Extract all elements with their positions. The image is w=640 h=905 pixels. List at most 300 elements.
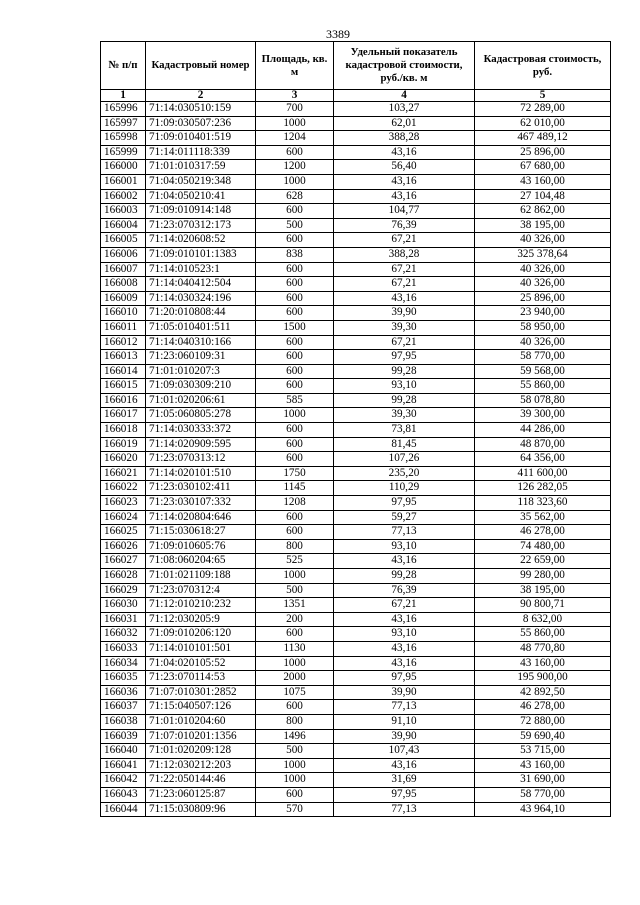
column-number: 4 xyxy=(334,90,475,102)
specific-value-cell: 91,10 xyxy=(334,714,475,729)
specific-value-cell: 388,28 xyxy=(334,247,475,262)
cadastral-value-cell: 126 282,05 xyxy=(475,481,611,496)
header-cadastral-number: Кадастровый номер xyxy=(146,42,256,90)
cadastral-value-cell: 40 326,00 xyxy=(475,233,611,248)
cadastral-number-cell: 71:14:010101:501 xyxy=(146,641,256,656)
area-cell: 600 xyxy=(256,510,334,525)
specific-value-cell: 99,28 xyxy=(334,569,475,584)
cadastral-value-cell: 38 195,00 xyxy=(475,583,611,598)
specific-value-cell: 62,01 xyxy=(334,116,475,131)
row-number-cell: 165996 xyxy=(101,102,146,117)
cadastral-value-cell: 46 278,00 xyxy=(475,525,611,540)
area-cell: 628 xyxy=(256,189,334,204)
specific-value-cell: 388,28 xyxy=(334,131,475,146)
row-number-cell: 165997 xyxy=(101,116,146,131)
cadastral-value-cell: 8 632,00 xyxy=(475,612,611,627)
table-row xyxy=(101,233,611,248)
cadastral-value-cell: 43 160,00 xyxy=(475,174,611,189)
row-number-cell: 166000 xyxy=(101,160,146,175)
row-number-cell: 166036 xyxy=(101,685,146,700)
cadastral-value-cell: 40 326,00 xyxy=(475,335,611,350)
table-row xyxy=(101,306,611,321)
area-cell: 1000 xyxy=(256,773,334,788)
row-number-cell: 166021 xyxy=(101,466,146,481)
cadastral-value-cell: 72 289,00 xyxy=(475,102,611,117)
cadastral-number-cell: 71:05:010401:511 xyxy=(146,320,256,335)
area-cell: 1351 xyxy=(256,598,334,613)
row-number-cell: 166044 xyxy=(101,802,146,817)
table-row xyxy=(101,174,611,189)
table-row xyxy=(101,437,611,452)
table-row xyxy=(101,744,611,759)
table-row xyxy=(101,612,611,627)
cadastral-value-cell: 23 940,00 xyxy=(475,306,611,321)
header-cadastral-value: Кадастровая стоимость, руб. xyxy=(475,42,611,90)
specific-value-cell: 107,43 xyxy=(334,744,475,759)
cadastral-number-cell: 71:09:010914:148 xyxy=(146,204,256,219)
specific-value-cell: 43,16 xyxy=(334,656,475,671)
row-number-cell: 166015 xyxy=(101,379,146,394)
specific-value-cell: 43,16 xyxy=(334,189,475,204)
cadastral-value-cell: 467 489,12 xyxy=(475,131,611,146)
cadastral-value-cell: 43 964,10 xyxy=(475,802,611,817)
row-number-cell: 166017 xyxy=(101,408,146,423)
area-cell: 1000 xyxy=(256,758,334,773)
header-row-number: № п/п xyxy=(101,42,146,90)
cadastral-number-cell: 71:14:030510:159 xyxy=(146,102,256,117)
cadastral-number-cell: 71:04:050219:348 xyxy=(146,174,256,189)
cadastral-value-cell: 325 378,64 xyxy=(475,247,611,262)
table-row xyxy=(101,423,611,438)
area-cell: 1075 xyxy=(256,685,334,700)
table-row xyxy=(101,627,611,642)
specific-value-cell: 43,16 xyxy=(334,758,475,773)
row-number-cell: 166030 xyxy=(101,598,146,613)
row-number-cell: 166028 xyxy=(101,569,146,584)
cadastral-value-cell: 53 715,00 xyxy=(475,744,611,759)
specific-value-cell: 235,20 xyxy=(334,466,475,481)
specific-value-cell: 97,95 xyxy=(334,496,475,511)
table-row xyxy=(101,583,611,598)
cadastral-value-cell: 46 278,00 xyxy=(475,700,611,715)
specific-value-cell: 67,21 xyxy=(334,233,475,248)
cadastral-number-cell: 71:15:040507:126 xyxy=(146,700,256,715)
cadastral-number-cell: 71:14:020804:646 xyxy=(146,510,256,525)
cadastral-number-cell: 71:01:021109:188 xyxy=(146,569,256,584)
area-cell: 1000 xyxy=(256,656,334,671)
table-row xyxy=(101,714,611,729)
table-row xyxy=(101,393,611,408)
cadastral-value-cell: 22 659,00 xyxy=(475,554,611,569)
row-number-cell: 166006 xyxy=(101,247,146,262)
cadastral-number-cell: 71:14:020608:52 xyxy=(146,233,256,248)
area-cell: 525 xyxy=(256,554,334,569)
specific-value-cell: 43,16 xyxy=(334,145,475,160)
area-cell: 500 xyxy=(256,583,334,598)
cadastral-number-cell: 71:23:070313:12 xyxy=(146,452,256,467)
area-cell: 1750 xyxy=(256,466,334,481)
area-cell: 600 xyxy=(256,700,334,715)
row-number-cell: 166025 xyxy=(101,525,146,540)
area-cell: 1200 xyxy=(256,160,334,175)
table-row xyxy=(101,525,611,540)
specific-value-cell: 43,16 xyxy=(334,174,475,189)
row-number-cell: 166013 xyxy=(101,350,146,365)
table-row xyxy=(101,729,611,744)
specific-value-cell: 67,21 xyxy=(334,335,475,350)
specific-value-cell: 43,16 xyxy=(334,612,475,627)
specific-value-cell: 39,30 xyxy=(334,320,475,335)
row-number-cell: 166027 xyxy=(101,554,146,569)
row-number-cell: 166034 xyxy=(101,656,146,671)
area-cell: 500 xyxy=(256,744,334,759)
cadastral-value-cell: 58 770,00 xyxy=(475,350,611,365)
area-cell: 1000 xyxy=(256,116,334,131)
area-cell: 200 xyxy=(256,612,334,627)
cadastral-number-cell: 71:15:030618:27 xyxy=(146,525,256,540)
cadastral-value-cell: 58 078,80 xyxy=(475,393,611,408)
column-number: 1 xyxy=(101,90,146,102)
table-row xyxy=(101,656,611,671)
specific-value-cell: 93,10 xyxy=(334,379,475,394)
specific-value-cell: 39,90 xyxy=(334,729,475,744)
row-number-cell: 166035 xyxy=(101,671,146,686)
row-number-cell: 166039 xyxy=(101,729,146,744)
specific-value-cell: 39,30 xyxy=(334,408,475,423)
cadastral-value-cell: 35 562,00 xyxy=(475,510,611,525)
row-number-cell: 166042 xyxy=(101,773,146,788)
row-number-cell: 166007 xyxy=(101,262,146,277)
header-area: Площадь, кв. м xyxy=(256,42,334,90)
row-number-cell: 166020 xyxy=(101,452,146,467)
cadastral-number-cell: 71:01:010204:60 xyxy=(146,714,256,729)
cadastral-value-cell: 99 280,00 xyxy=(475,569,611,584)
cadastral-number-cell: 71:23:070312:4 xyxy=(146,583,256,598)
specific-value-cell: 43,16 xyxy=(334,291,475,306)
specific-value-cell: 99,28 xyxy=(334,364,475,379)
row-number-cell: 166037 xyxy=(101,700,146,715)
table-row xyxy=(101,379,611,394)
specific-value-cell: 67,21 xyxy=(334,598,475,613)
table-row xyxy=(101,189,611,204)
area-cell: 600 xyxy=(256,423,334,438)
area-cell: 600 xyxy=(256,379,334,394)
row-number-cell: 166014 xyxy=(101,364,146,379)
area-cell: 600 xyxy=(256,204,334,219)
table-row xyxy=(101,408,611,423)
table-row xyxy=(101,145,611,160)
cadastral-number-cell: 71:14:040412:504 xyxy=(146,277,256,292)
table-row xyxy=(101,291,611,306)
cadastral-number-cell: 71:09:010101:1383 xyxy=(146,247,256,262)
cadastral-value-cell: 90 800,71 xyxy=(475,598,611,613)
area-cell: 600 xyxy=(256,277,334,292)
row-number-cell: 166033 xyxy=(101,641,146,656)
area-cell: 600 xyxy=(256,437,334,452)
specific-value-cell: 103,27 xyxy=(334,102,475,117)
cadastral-number-cell: 71:23:060125:87 xyxy=(146,787,256,802)
area-cell: 600 xyxy=(256,145,334,160)
cadastral-number-cell: 71:09:010401:519 xyxy=(146,131,256,146)
specific-value-cell: 39,90 xyxy=(334,685,475,700)
column-number-row xyxy=(101,90,611,102)
area-cell: 570 xyxy=(256,802,334,817)
specific-value-cell: 43,16 xyxy=(334,641,475,656)
row-number-cell: 166002 xyxy=(101,189,146,204)
row-number-cell: 166005 xyxy=(101,233,146,248)
table-row xyxy=(101,554,611,569)
cadastral-number-cell: 71:09:010605:76 xyxy=(146,539,256,554)
specific-value-cell: 77,13 xyxy=(334,802,475,817)
row-number-cell: 166011 xyxy=(101,320,146,335)
cadastral-number-cell: 71:04:020105:52 xyxy=(146,656,256,671)
area-cell: 1000 xyxy=(256,174,334,189)
area-cell: 1496 xyxy=(256,729,334,744)
cadastral-number-cell: 71:08:060204:65 xyxy=(146,554,256,569)
table-row xyxy=(101,364,611,379)
table-row xyxy=(101,466,611,481)
cadastral-value-cell: 27 104,48 xyxy=(475,189,611,204)
cadastral-value-cell: 411 600,00 xyxy=(475,466,611,481)
specific-value-cell: 110,29 xyxy=(334,481,475,496)
cadastral-value-cell: 59 690,40 xyxy=(475,729,611,744)
area-cell: 1208 xyxy=(256,496,334,511)
specific-value-cell: 43,16 xyxy=(334,554,475,569)
cadastral-value-cell: 25 896,00 xyxy=(475,145,611,160)
page-number: 3389 xyxy=(326,27,350,41)
cadastral-number-cell: 71:05:060805:278 xyxy=(146,408,256,423)
area-cell: 600 xyxy=(256,350,334,365)
table-row xyxy=(101,131,611,146)
specific-value-cell: 104,77 xyxy=(334,204,475,219)
cadastral-number-cell: 71:14:020909:595 xyxy=(146,437,256,452)
specific-value-cell: 67,21 xyxy=(334,262,475,277)
row-number-cell: 166041 xyxy=(101,758,146,773)
cadastral-value-cell: 64 356,00 xyxy=(475,452,611,467)
cadastral-value-cell: 62 862,00 xyxy=(475,204,611,219)
area-cell: 1130 xyxy=(256,641,334,656)
table-row xyxy=(101,496,611,511)
row-number-cell: 166024 xyxy=(101,510,146,525)
row-number-cell: 166043 xyxy=(101,787,146,802)
specific-value-cell: 77,13 xyxy=(334,700,475,715)
table-row xyxy=(101,671,611,686)
table-row xyxy=(101,320,611,335)
row-number-cell: 166001 xyxy=(101,174,146,189)
cadastral-number-cell: 71:15:030809:96 xyxy=(146,802,256,817)
cadastral-value-cell: 59 568,00 xyxy=(475,364,611,379)
area-cell: 838 xyxy=(256,247,334,262)
table-row xyxy=(101,160,611,175)
specific-value-cell: 107,26 xyxy=(334,452,475,467)
cadastral-number-cell: 71:23:030102:411 xyxy=(146,481,256,496)
table-row xyxy=(101,787,611,802)
area-cell: 500 xyxy=(256,218,334,233)
column-number: 2 xyxy=(146,90,256,102)
cadastral-number-cell: 71:14:020101:510 xyxy=(146,466,256,481)
cadastral-number-cell: 71:23:060109:31 xyxy=(146,350,256,365)
table-row xyxy=(101,452,611,467)
cadastral-value-cell: 67 680,00 xyxy=(475,160,611,175)
table-row xyxy=(101,802,611,817)
specific-value-cell: 81,45 xyxy=(334,437,475,452)
cadastral-number-cell: 71:20:010808:44 xyxy=(146,306,256,321)
table-row xyxy=(101,758,611,773)
table-row xyxy=(101,641,611,656)
area-cell: 1000 xyxy=(256,408,334,423)
cadastral-number-cell: 71:23:070312:173 xyxy=(146,218,256,233)
cadastral-value-cell: 62 010,00 xyxy=(475,116,611,131)
area-cell: 700 xyxy=(256,102,334,117)
specific-value-cell: 97,95 xyxy=(334,787,475,802)
cadastral-number-cell: 71:04:050210:41 xyxy=(146,189,256,204)
cadastral-value-table xyxy=(100,41,611,817)
table-row xyxy=(101,277,611,292)
cadastral-number-cell: 71:01:020209:128 xyxy=(146,744,256,759)
row-number-cell: 166012 xyxy=(101,335,146,350)
cadastral-number-cell: 71:22:050144:46 xyxy=(146,773,256,788)
row-number-cell: 166038 xyxy=(101,714,146,729)
row-number-cell: 166009 xyxy=(101,291,146,306)
table-row xyxy=(101,218,611,233)
specific-value-cell: 56,40 xyxy=(334,160,475,175)
area-cell: 2000 xyxy=(256,671,334,686)
area-cell: 600 xyxy=(256,525,334,540)
cadastral-value-cell: 72 880,00 xyxy=(475,714,611,729)
area-cell: 600 xyxy=(256,364,334,379)
column-number: 5 xyxy=(475,90,611,102)
table-row xyxy=(101,350,611,365)
cadastral-number-cell: 71:01:020206:61 xyxy=(146,393,256,408)
header-specific-value: Удельный показатель кадастровой стоимости, руб./кв. м xyxy=(334,42,475,90)
area-cell: 1204 xyxy=(256,131,334,146)
cadastral-value-cell: 44 286,00 xyxy=(475,423,611,438)
cadastral-number-cell: 71:14:011118:339 xyxy=(146,145,256,160)
row-number-cell: 165999 xyxy=(101,145,146,160)
table-row xyxy=(101,262,611,277)
cadastral-number-cell: 71:09:030507:236 xyxy=(146,116,256,131)
specific-value-cell: 93,10 xyxy=(334,627,475,642)
area-cell: 600 xyxy=(256,233,334,248)
cadastral-number-cell: 71:07:010201:1356 xyxy=(146,729,256,744)
row-number-cell: 166010 xyxy=(101,306,146,321)
area-cell: 585 xyxy=(256,393,334,408)
cadastral-number-cell: 71:23:070114:53 xyxy=(146,671,256,686)
cadastral-value-cell: 42 892,50 xyxy=(475,685,611,700)
row-number-cell: 166026 xyxy=(101,539,146,554)
cadastral-number-cell: 71:12:030212:203 xyxy=(146,758,256,773)
area-cell: 600 xyxy=(256,306,334,321)
table-row xyxy=(101,569,611,584)
table-row xyxy=(101,481,611,496)
cadastral-value-cell: 55 860,00 xyxy=(475,379,611,394)
table-row xyxy=(101,116,611,131)
table-row xyxy=(101,510,611,525)
cadastral-value-cell: 40 326,00 xyxy=(475,277,611,292)
area-cell: 800 xyxy=(256,539,334,554)
area-cell: 800 xyxy=(256,714,334,729)
specific-value-cell: 97,95 xyxy=(334,350,475,365)
cadastral-number-cell: 71:14:010523:1 xyxy=(146,262,256,277)
specific-value-cell: 97,95 xyxy=(334,671,475,686)
table-row xyxy=(101,335,611,350)
cadastral-value-cell: 43 160,00 xyxy=(475,656,611,671)
table-row xyxy=(101,598,611,613)
table-row xyxy=(101,700,611,715)
area-cell: 1145 xyxy=(256,481,334,496)
row-number-cell: 165998 xyxy=(101,131,146,146)
cadastral-number-cell: 71:09:030309:210 xyxy=(146,379,256,394)
cadastral-number-cell: 71:07:010301:2852 xyxy=(146,685,256,700)
table-row xyxy=(101,247,611,262)
cadastral-value-cell: 55 860,00 xyxy=(475,627,611,642)
area-cell: 1000 xyxy=(256,569,334,584)
row-number-cell: 166029 xyxy=(101,583,146,598)
row-number-cell: 166040 xyxy=(101,744,146,759)
table-body xyxy=(101,102,611,817)
specific-value-cell: 93,10 xyxy=(334,539,475,554)
row-number-cell: 166023 xyxy=(101,496,146,511)
row-number-cell: 166004 xyxy=(101,218,146,233)
specific-value-cell: 73,81 xyxy=(334,423,475,438)
specific-value-cell: 59,27 xyxy=(334,510,475,525)
cadastral-number-cell: 71:12:010210:232 xyxy=(146,598,256,613)
table-row xyxy=(101,102,611,117)
cadastral-value-cell: 39 300,00 xyxy=(475,408,611,423)
table-row xyxy=(101,773,611,788)
area-cell: 600 xyxy=(256,262,334,277)
cadastral-number-cell: 71:14:030333:372 xyxy=(146,423,256,438)
area-cell: 600 xyxy=(256,452,334,467)
area-cell: 1500 xyxy=(256,320,334,335)
specific-value-cell: 67,21 xyxy=(334,277,475,292)
cadastral-number-cell: 71:01:010207:3 xyxy=(146,364,256,379)
cadastral-number-cell: 71:14:030324:196 xyxy=(146,291,256,306)
cadastral-value-cell: 118 323,60 xyxy=(475,496,611,511)
specific-value-cell: 76,39 xyxy=(334,583,475,598)
cadastral-value-cell: 38 195,00 xyxy=(475,218,611,233)
column-number: 3 xyxy=(256,90,334,102)
row-number-cell: 166018 xyxy=(101,423,146,438)
area-cell: 600 xyxy=(256,787,334,802)
area-cell: 600 xyxy=(256,291,334,306)
cadastral-value-cell: 58 770,00 xyxy=(475,787,611,802)
specific-value-cell: 31,69 xyxy=(334,773,475,788)
cadastral-value-cell: 43 160,00 xyxy=(475,758,611,773)
row-number-cell: 166031 xyxy=(101,612,146,627)
cadastral-number-cell: 71:14:040310:166 xyxy=(146,335,256,350)
cadastral-value-cell: 195 900,00 xyxy=(475,671,611,686)
table-header-row xyxy=(101,42,611,90)
specific-value-cell: 77,13 xyxy=(334,525,475,540)
row-number-cell: 166022 xyxy=(101,481,146,496)
row-number-cell: 166003 xyxy=(101,204,146,219)
row-number-cell: 166019 xyxy=(101,437,146,452)
cadastral-number-cell: 71:23:030107:332 xyxy=(146,496,256,511)
area-cell: 600 xyxy=(256,627,334,642)
row-number-cell: 166016 xyxy=(101,393,146,408)
cadastral-value-cell: 48 770,80 xyxy=(475,641,611,656)
cadastral-number-cell: 71:01:010317:59 xyxy=(146,160,256,175)
cadastral-value-cell: 31 690,00 xyxy=(475,773,611,788)
specific-value-cell: 39,90 xyxy=(334,306,475,321)
cadastral-value-cell: 58 950,00 xyxy=(475,320,611,335)
specific-value-cell: 76,39 xyxy=(334,218,475,233)
table-row xyxy=(101,539,611,554)
row-number-cell: 166008 xyxy=(101,277,146,292)
cadastral-number-cell: 71:09:010206:120 xyxy=(146,627,256,642)
cadastral-value-cell: 48 870,00 xyxy=(475,437,611,452)
